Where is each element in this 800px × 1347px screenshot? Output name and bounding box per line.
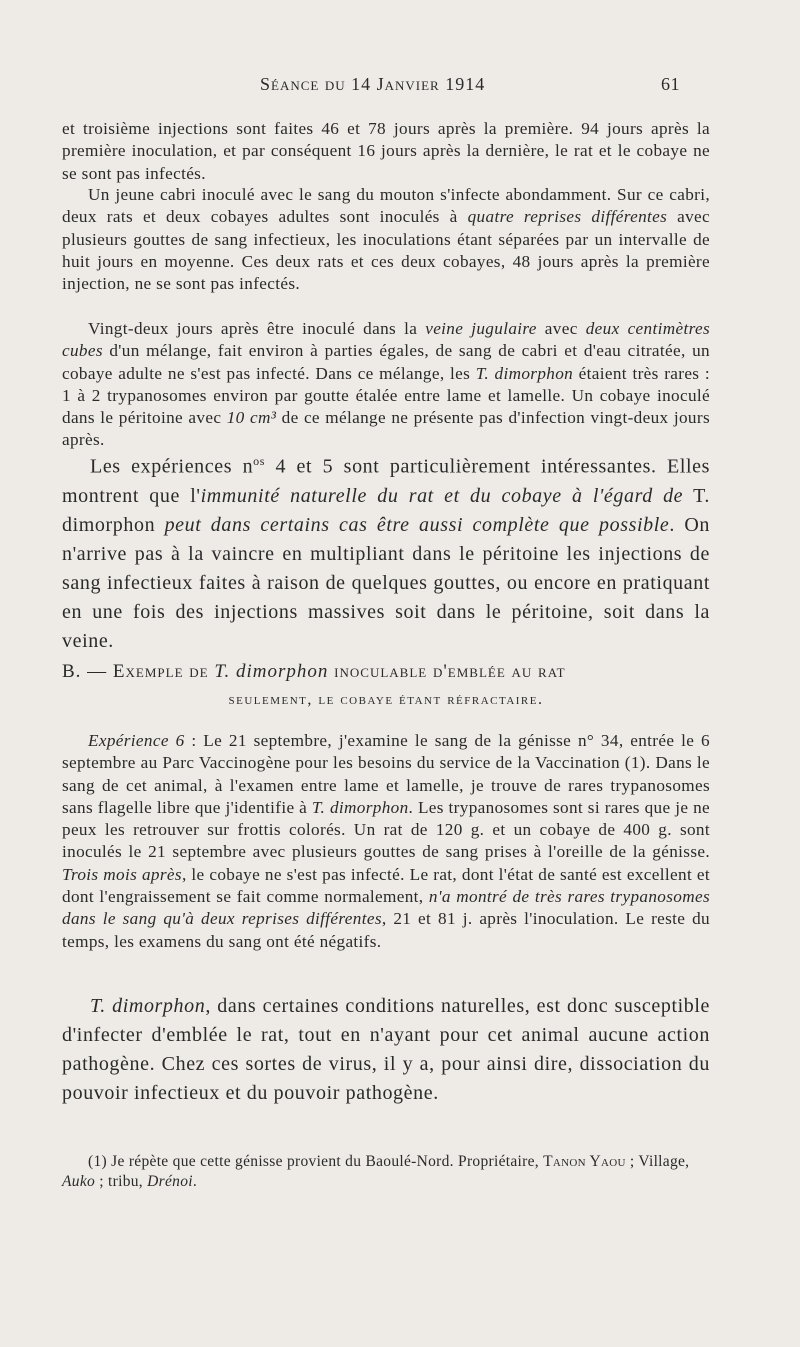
- text-run: T. dimorphon: [62, 484, 711, 536]
- paragraph-jugulaire: [62, 318, 710, 452]
- text-run: . On n'arrive pas à la vaincre en multipliant dans le péritoine les injections de sang infectieux faites à raison de quelques gouttes, ou encore en pratiquant en une fois des injections massives soit dans le péritoine, soit dans la veine.: [62, 513, 710, 652]
- running-header: [62, 74, 680, 102]
- text-run: Un jeune cabri inoculé avec le sang du mouton s'infecte abondamment. Sur ce cabri, deux rats et deux cobayes adultes sont inoculés à: [62, 185, 710, 227]
- italic-run: peut dans certains cas être aussi complète que possible: [164, 513, 670, 536]
- text-run: ; tribu,: [95, 1173, 148, 1190]
- text-run: Les expériences n: [90, 455, 254, 478]
- text-run: , le cobaye ne s'est pas infecté. Le rat, dont l'état de santé est excellent et dont l'engraissement se fait comme normalement,: [62, 864, 710, 907]
- paragraph-continuation: [62, 118, 710, 185]
- text-run: B. — Exemple de: [62, 661, 215, 682]
- text-run: 4 et 5 sont particulièrement intéressantes. Elles montrent que l': [62, 455, 710, 507]
- text-run: .: [192, 1173, 198, 1190]
- italic-run: Drénoi: [147, 1173, 193, 1190]
- page-number: 61: [661, 74, 680, 94]
- text-run: de ce mélange ne présente pas d'infection vingt-deux jours après.: [62, 408, 710, 450]
- paragraph-text: et troisième injections sont faites 46 et 78 jours après la première. 94 jours après la première inoculation, et par conséquent 16 jours après la dernière, le rat et le cobaye ne se sont pas infectés.: [62, 119, 710, 183]
- italic-run: T. dimorphon: [475, 363, 574, 383]
- text-run: , 21 et 81 j. après l'inoculation. Le reste du temps, les examens du sang ont été négatifs.: [62, 909, 710, 951]
- italic-run: 10 cm³: [226, 408, 277, 428]
- heading-line-1: [62, 658, 710, 686]
- italic-run: veine jugulaire: [425, 319, 537, 338]
- italic-run: deux centimètres cubes: [62, 319, 710, 361]
- text-run: Vingt-deux jours après être inoculé dans la: [88, 319, 426, 338]
- italic-run: T. dimorphon: [214, 661, 329, 682]
- superscript: os: [253, 454, 266, 468]
- italic-run: quatre reprises différentes: [467, 207, 668, 227]
- text-run: d'un mélange, fait environ à parties égales, de sang de cabri et d'eau citratée, un cobaye adulte ne s'est pas infecté. Dans ce mélange, les: [62, 341, 710, 383]
- text-run: (1) Je répète que cette génisse provient du Baoulé-Nord. Propriétaire,: [88, 1153, 544, 1170]
- italic-run: T. dimorphon: [311, 797, 409, 817]
- italic-run: Auko: [62, 1173, 96, 1190]
- italic-run: T. dimorphon: [90, 995, 206, 1017]
- italic-run: n'a montré de très rares trypanosomes dans le sang qu'à deux reprises différentes: [62, 887, 710, 929]
- text-run: . Les trypanosomes sont si rares que je ne peux les retrouver sur frottis colorés. Un rat de 120 g. et un cobaye de 400 g. sont inoculés le 21 septembre avec plusieurs gouttes de sang prises à l'oreille de la génisse.: [62, 797, 710, 862]
- text-run: : Le 21 septembre, j'examine le sang de la génisse n° 34, entrée le 6 septembre au Parc Vaccinogène pour les besoins du service de la Vaccination (1). Dans le sang de cet animal, à l'examen entre lame et lamelle, je trouve de rares trypanosomes sans flagelle libre que j'identifie à: [62, 731, 710, 817]
- italic-run: Trois mois après: [62, 864, 182, 884]
- running-title: Séance du 14 Janvier 1914: [260, 74, 486, 94]
- small-caps-run: Tanon Yaou: [543, 1153, 626, 1170]
- paragraph-cabri: [62, 184, 710, 295]
- text-run: inoculable d'emblée au rat: [328, 661, 566, 682]
- text-run: ; Village,: [625, 1153, 690, 1170]
- footnote: [62, 1152, 710, 1192]
- italic-run: immunité naturelle du rat et du cobaye à l'égard de: [200, 484, 684, 507]
- heading-line-2: seulement, le cobaye étant réfractaire.: [228, 691, 544, 708]
- text-run: étaient très rares : 1 à 2 trypanosomes environ par goutte étalée entre lame et lamelle. Un cobaye inoculé dans le péritoine avec: [62, 363, 711, 428]
- paragraph-conclusion-4-5: [62, 447, 710, 656]
- italic-run: Expérience 6: [88, 731, 185, 750]
- paragraph-conclusion-dimorphon: [62, 992, 710, 1108]
- paragraph-experience-6: [62, 730, 710, 953]
- text-run: , dans certaines conditions naturelles, est donc susceptible d'infecter d'emblée le rat, tout en n'ayant pour cet animal aucune action pathogène. Chez ces sortes de virus, il y a, pour ainsi dire, dissociation du pouvoir infectieux et du pouvoir pathogène.: [62, 995, 710, 1104]
- section-heading: [62, 658, 710, 714]
- text-run: avec: [536, 319, 586, 338]
- text-run: avec plusieurs gouttes de sang infectieux, les inoculations étant séparées par un intervalle de huit jours en moyenne. Ces deux rats et ces deux cobayes, 48 jours après la première injection, ne se sont pas infectés.: [62, 207, 711, 294]
